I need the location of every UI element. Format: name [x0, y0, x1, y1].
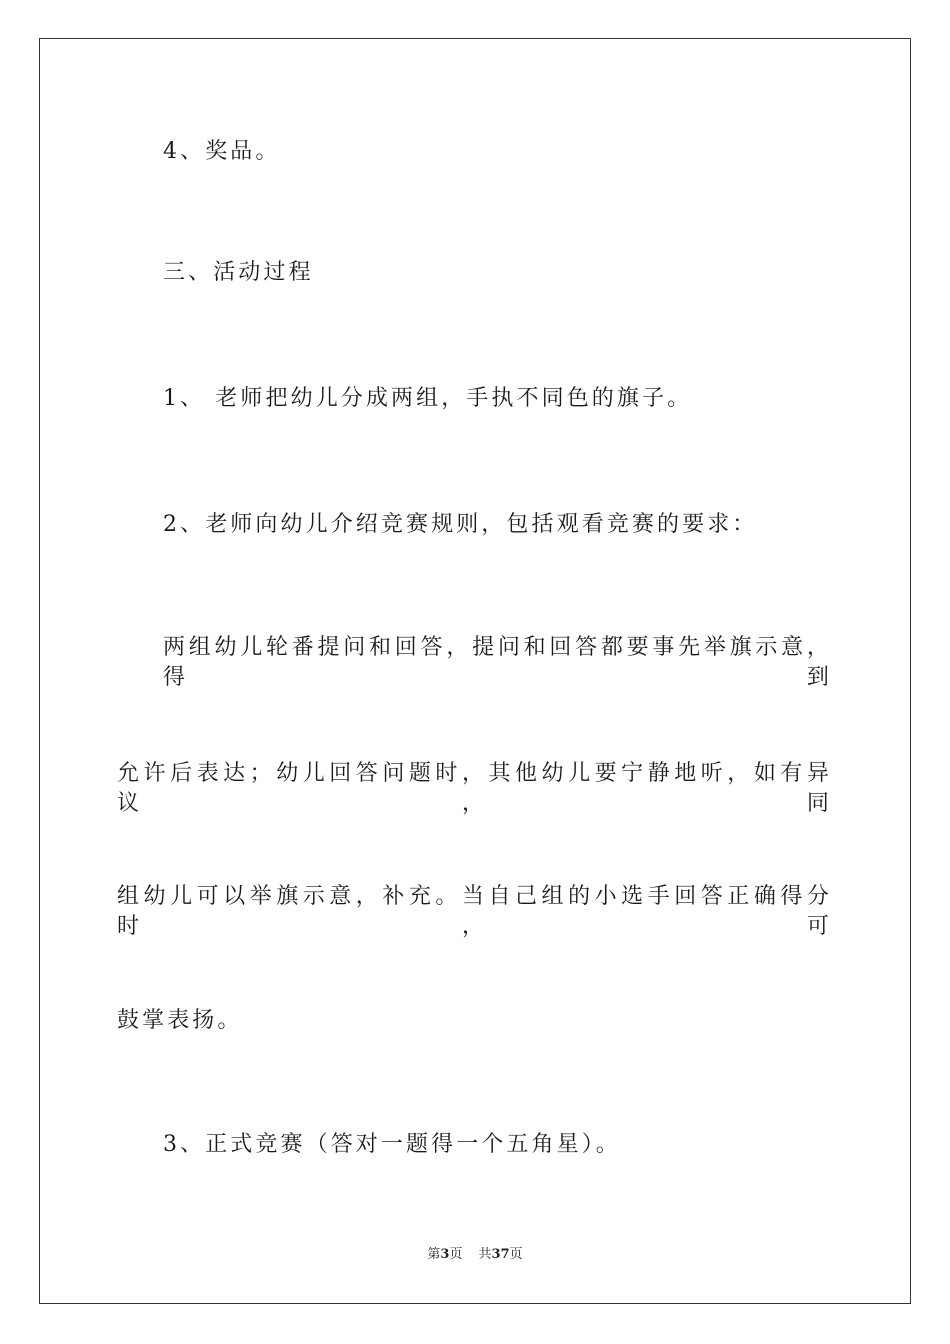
page-footer: [0, 1246, 950, 1264]
section-heading: 三、活动过程: [163, 260, 314, 285]
page-prefix: 第: [427, 1247, 441, 1262]
page-suffix: 页: [449, 1247, 463, 1262]
text-line: 1、 老师把幼儿分成两组，手执不同色的旗子。: [163, 386, 693, 411]
paragraph-line: 两组幼儿轮番提问和回答，提问和回答都要事先举旗示意，得到: [163, 635, 832, 690]
text-line: 2、老师向幼儿介绍竞赛规则，包括观看竞赛的要求：: [163, 512, 758, 537]
total-suffix: 页: [509, 1247, 523, 1262]
total-pages: 37: [491, 1247, 510, 1262]
text-line: 4、奖品。: [163, 139, 281, 164]
paragraph-line: 鼓掌表扬。: [117, 1008, 243, 1033]
page-number: 3: [440, 1247, 450, 1262]
paragraph-line: 允许后表达；幼儿回答问题时，其他幼儿要宁静地听，如有异议，同: [117, 761, 832, 816]
text-line: 3、正式竞赛（答对一题得一个五角星）。: [163, 1132, 621, 1157]
paragraph-line: 组幼儿可以举旗示意，补充。当自己组的小选手回答正确得分时，可: [117, 884, 832, 939]
total-prefix: 共: [478, 1247, 492, 1262]
